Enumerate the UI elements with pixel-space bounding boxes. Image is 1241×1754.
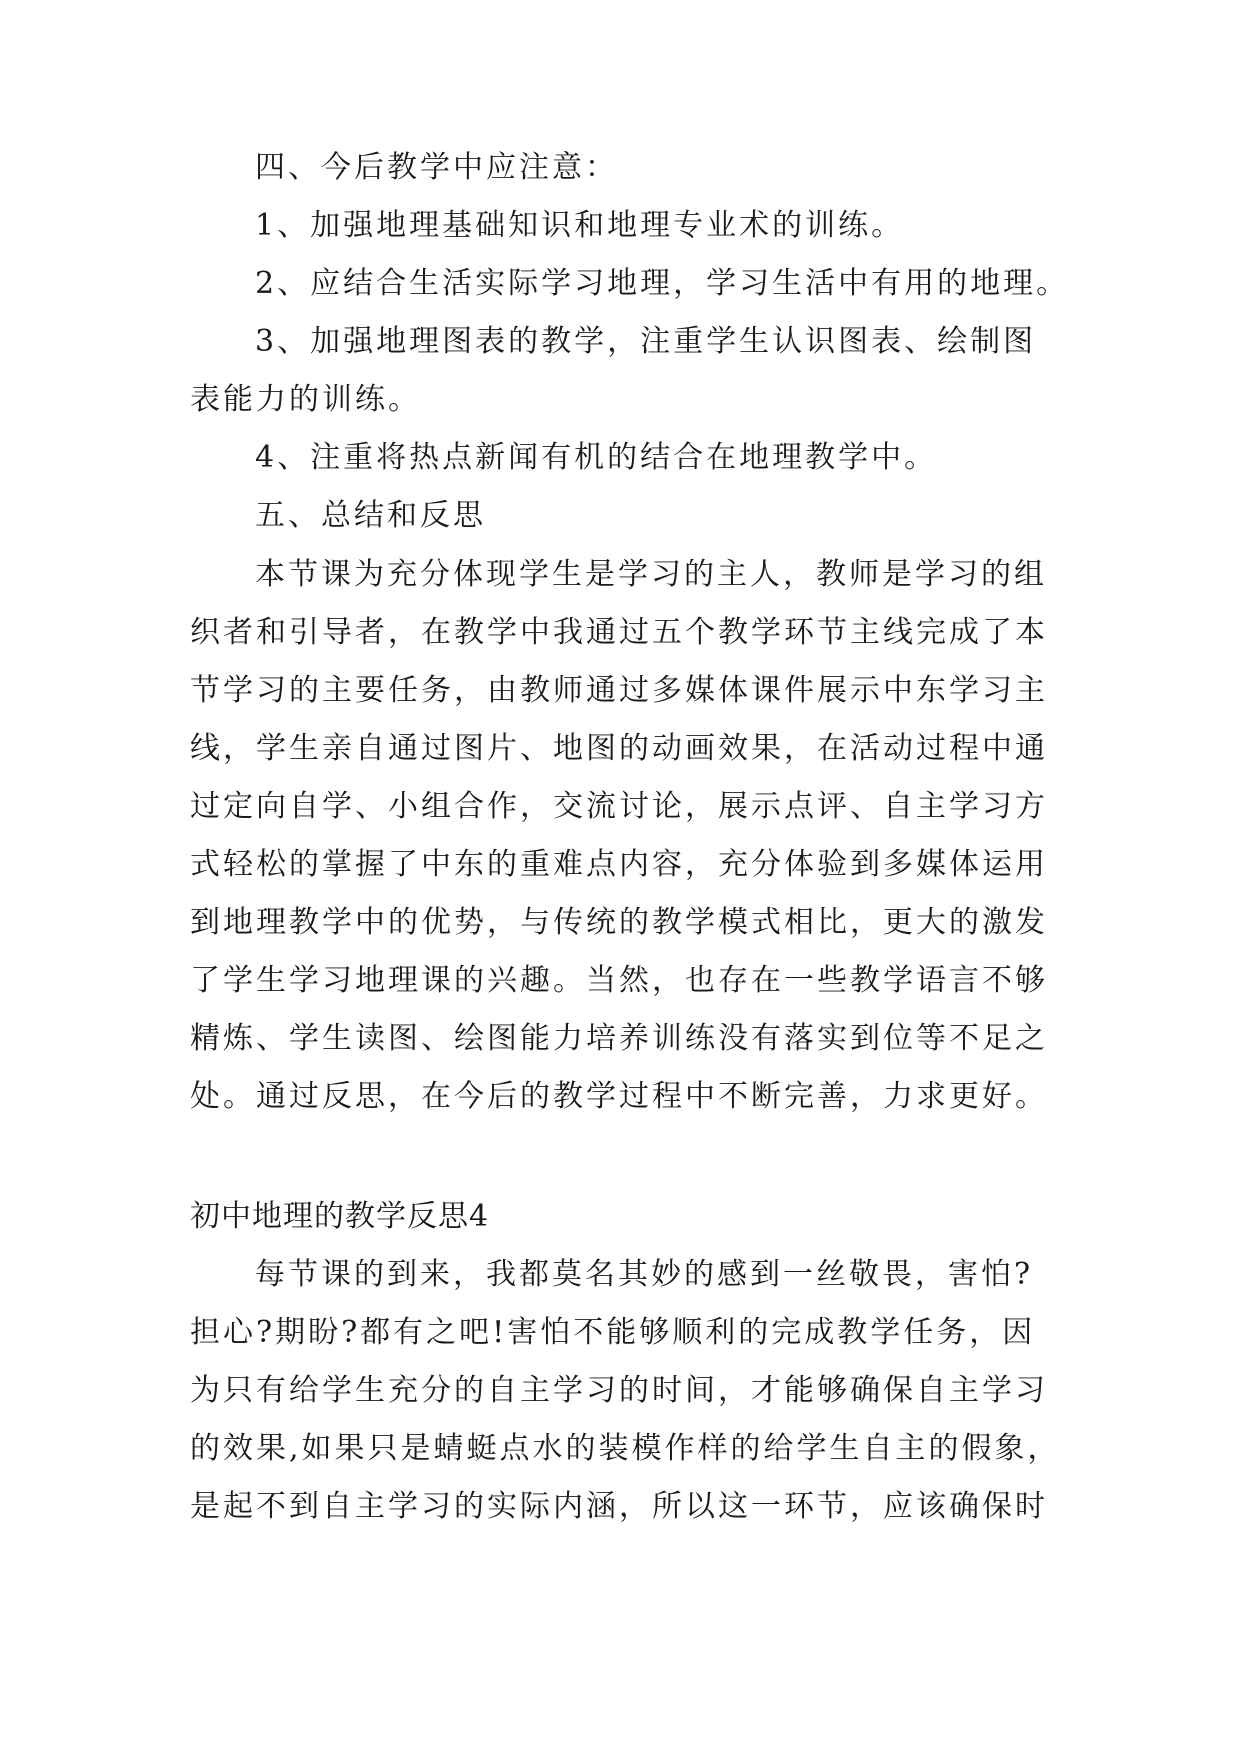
section-heading-5: 五、总结和反思 <box>255 498 486 533</box>
list-item-2: 2、应结合生活实际学习地理，学习生活中有用的地理。 <box>255 266 1070 301</box>
paragraph-line: 担心?期盼?都有之吧!害怕不能够顺利的完成教学任务，因 <box>190 1315 1036 1350</box>
section-heading-4: 四、今后教学中应注意： <box>255 150 618 185</box>
paragraph-line: 节学习的主要任务，由教师通过多媒体课件展示中东学习主 <box>190 673 1048 708</box>
article-title: 初中地理的教学反思4 <box>190 1199 490 1234</box>
list-item-1: 1、加强地理基础知识和地理专业术的训练。 <box>255 208 905 243</box>
paragraph-line: 处。通过反思，在今后的教学过程中不断完善，力求更好。 <box>190 1079 1048 1114</box>
paragraph-line: 到地理教学中的优势，与传统的教学模式相比，更大的激发 <box>190 905 1048 940</box>
paragraph-line: 每节课的到来，我都莫名其妙的感到一丝敬畏，害怕? <box>255 1257 1034 1292</box>
paragraph-line: 本节课为充分体现学生是学习的主人，教师是学习的组 <box>255 557 1047 592</box>
paragraph-line: 精炼、学生读图、绘图能力培养训练没有落实到位等不足之 <box>190 1021 1048 1056</box>
list-item-3-cont: 表能力的训练。 <box>190 382 421 417</box>
list-item-4: 4、注重将热点新闻有机的结合在地理教学中。 <box>255 440 938 475</box>
list-item-3: 3、加强地理图表的教学，注重学生认识图表、绘制图 <box>255 324 1037 359</box>
paragraph-line: 线，学生亲自通过图片、地图的动画效果，在活动过程中通 <box>190 731 1048 766</box>
paragraph-line: 为只有给学生充分的自主学习的时间，才能够确保自主学习 <box>190 1373 1048 1408</box>
paragraph-line: 的效果,如果只是蜻蜓点水的装模作样的给学生自主的假象， <box>190 1431 1061 1466</box>
paragraph-line: 过定向自学、小组合作，交流讨论，展示点评、自主学习方 <box>190 789 1048 824</box>
paragraph-line: 了学生学习地理课的兴趣。当然，也存在一些教学语言不够 <box>190 963 1048 998</box>
paragraph-line: 是起不到自主学习的实际内涵，所以这一环节，应该确保时 <box>190 1489 1048 1524</box>
paragraph-line: 式轻松的掌握了中东的重难点内容，充分体验到多媒体运用 <box>190 847 1048 882</box>
paragraph-line: 织者和引导者，在教学中我通过五个教学环节主线完成了本 <box>190 615 1048 650</box>
